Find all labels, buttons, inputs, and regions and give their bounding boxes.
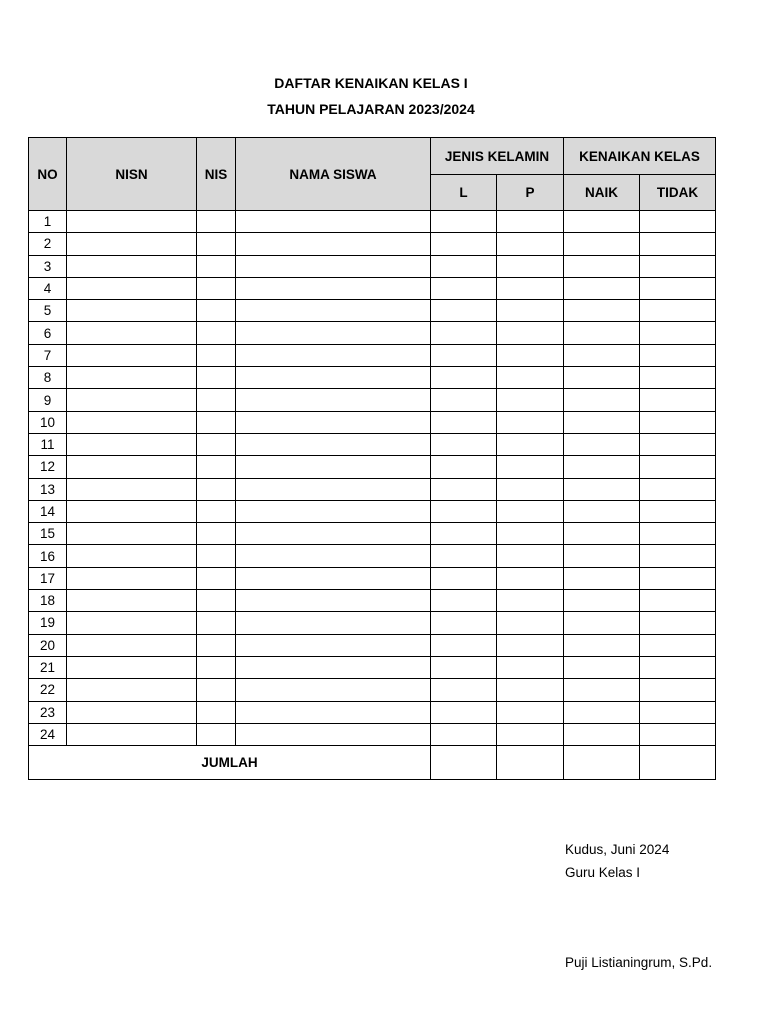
row-number: 1 [29,211,67,233]
p-cell[interactable] [497,411,564,433]
nis-cell[interactable] [197,723,236,745]
nisn-cell[interactable] [67,500,197,522]
table-row [29,656,716,678]
naik-cell[interactable] [564,723,640,745]
table-row [29,211,716,233]
row-number: 5 [29,300,67,322]
tidak-cell[interactable] [640,277,716,299]
p-cell[interactable] [497,211,564,233]
p-cell[interactable] [497,701,564,723]
total-naik-cell[interactable] [564,746,640,780]
p-cell[interactable] [497,367,564,389]
nama-siswa-cell[interactable] [236,612,431,634]
nisn-cell[interactable] [67,300,197,322]
table-row [29,701,716,723]
l-cell[interactable] [431,523,497,545]
p-cell[interactable] [497,233,564,255]
nama-siswa-cell[interactable] [236,389,431,411]
row-number: 2 [29,233,67,255]
p-cell[interactable] [497,433,564,455]
table-row [29,300,716,322]
naik-cell[interactable] [564,590,640,612]
l-cell[interactable] [431,211,497,233]
naik-cell[interactable] [564,545,640,567]
tidak-cell[interactable] [640,456,716,478]
nama-siswa-cell[interactable] [236,679,431,701]
total-label: JUMLAH [29,746,431,780]
row-number: 6 [29,322,67,344]
header-naik: NAIK [564,175,640,211]
nama-siswa-cell[interactable] [236,723,431,745]
nis-cell[interactable] [197,500,236,522]
l-cell[interactable] [431,500,497,522]
l-cell[interactable] [431,411,497,433]
total-tidak-cell[interactable] [640,746,716,780]
total-row [29,746,716,780]
naik-cell[interactable] [564,211,640,233]
tidak-cell[interactable] [640,233,716,255]
row-number: 22 [29,679,67,701]
row-number: 4 [29,277,67,299]
tidak-cell[interactable] [640,634,716,656]
row-number: 10 [29,411,67,433]
naik-cell[interactable] [564,701,640,723]
row-number: 8 [29,367,67,389]
table-row [29,411,716,433]
p-cell[interactable] [497,322,564,344]
naik-cell[interactable] [564,344,640,366]
nama-siswa-cell[interactable] [236,300,431,322]
l-cell[interactable] [431,567,497,589]
p-cell[interactable] [497,656,564,678]
naik-cell[interactable] [564,322,640,344]
row-number: 13 [29,478,67,500]
table-row [29,322,716,344]
naik-cell[interactable] [564,389,640,411]
total-l-cell[interactable] [431,746,497,780]
header-jenis-kelamin: JENIS KELAMIN [431,138,564,175]
tidak-cell[interactable] [640,679,716,701]
naik-cell[interactable] [564,679,640,701]
nisn-cell[interactable] [67,456,197,478]
naik-cell[interactable] [564,233,640,255]
nisn-cell[interactable] [67,634,197,656]
nama-siswa-cell[interactable] [236,523,431,545]
table-row [29,634,716,656]
nisn-cell[interactable] [67,545,197,567]
l-cell[interactable] [431,389,497,411]
table-row [29,478,716,500]
naik-cell[interactable] [564,567,640,589]
header-row-1 [29,138,716,175]
nisn-cell[interactable] [67,433,197,455]
nis-cell[interactable] [197,590,236,612]
nama-siswa-cell[interactable] [236,233,431,255]
p-cell[interactable] [497,344,564,366]
nama-siswa-cell[interactable] [236,701,431,723]
table-row [29,255,716,277]
nis-cell[interactable] [197,277,236,299]
p-cell[interactable] [497,567,564,589]
nis-cell[interactable] [197,701,236,723]
document-title [0,70,742,122]
nis-cell[interactable] [197,656,236,678]
naik-cell[interactable] [564,277,640,299]
naik-cell[interactable] [564,411,640,433]
l-cell[interactable] [431,367,497,389]
signature-name: Puji Listianingrum, S.Pd. [565,955,713,970]
p-cell[interactable] [497,723,564,745]
nis-cell[interactable] [197,344,236,366]
promotion-table [28,137,716,780]
row-number: 23 [29,701,67,723]
l-cell[interactable] [431,723,497,745]
tidak-cell[interactable] [640,656,716,678]
tidak-cell[interactable] [640,590,716,612]
nisn-cell[interactable] [67,233,197,255]
naik-cell[interactable] [564,367,640,389]
nama-siswa-cell[interactable] [236,411,431,433]
nama-siswa-cell[interactable] [236,500,431,522]
nis-cell[interactable] [197,255,236,277]
table-row [29,277,716,299]
nisn-cell[interactable] [67,389,197,411]
nisn-cell[interactable] [67,590,197,612]
p-cell[interactable] [497,590,564,612]
l-cell[interactable] [431,545,497,567]
l-cell[interactable] [431,255,497,277]
p-cell[interactable] [497,478,564,500]
header-kenaikan-kelas: KENAIKAN KELAS [564,138,716,175]
naik-cell[interactable] [564,656,640,678]
table-row [29,723,716,745]
tidak-cell[interactable] [640,701,716,723]
row-number: 18 [29,590,67,612]
tidak-cell[interactable] [640,545,716,567]
row-number: 14 [29,500,67,522]
p-cell[interactable] [497,456,564,478]
p-cell[interactable] [497,679,564,701]
naik-cell[interactable] [564,456,640,478]
nis-cell[interactable] [197,300,236,322]
header-no: NO [29,138,67,211]
nis-cell[interactable] [197,456,236,478]
nama-siswa-cell[interactable] [236,344,431,366]
table-row [29,389,716,411]
tidak-cell[interactable] [640,344,716,366]
p-cell[interactable] [497,612,564,634]
nis-cell[interactable] [197,411,236,433]
title-line-1: DAFTAR KENAIKAN KELAS I [274,75,468,91]
nisn-cell[interactable] [67,723,197,745]
header-tidak: TIDAK [640,175,716,211]
row-number: 9 [29,389,67,411]
nisn-cell[interactable] [67,344,197,366]
p-cell[interactable] [497,277,564,299]
p-cell[interactable] [497,634,564,656]
table-row [29,344,716,366]
tidak-cell[interactable] [640,433,716,455]
row-number: 12 [29,456,67,478]
p-cell[interactable] [497,300,564,322]
header-nisn: NISN [67,138,197,211]
nis-cell[interactable] [197,523,236,545]
l-cell[interactable] [431,612,497,634]
row-number: 7 [29,344,67,366]
naik-cell[interactable] [564,612,640,634]
tidak-cell[interactable] [640,322,716,344]
table-row [29,523,716,545]
tidak-cell[interactable] [640,500,716,522]
nama-siswa-cell[interactable] [236,255,431,277]
table-row [29,233,716,255]
table-row [29,590,716,612]
naik-cell[interactable] [564,523,640,545]
row-number: 15 [29,523,67,545]
nisn-cell[interactable] [67,367,197,389]
nama-siswa-cell[interactable] [236,545,431,567]
p-cell[interactable] [497,255,564,277]
p-cell[interactable] [497,523,564,545]
nama-siswa-cell[interactable] [236,634,431,656]
naik-cell[interactable] [564,634,640,656]
header-nama-siswa: NAMA SISWA [236,138,431,211]
nisn-cell[interactable] [67,255,197,277]
naik-cell[interactable] [564,255,640,277]
row-number: 19 [29,612,67,634]
naik-cell[interactable] [564,500,640,522]
header-nis: NIS [197,138,236,211]
row-number: 17 [29,567,67,589]
l-cell[interactable] [431,277,497,299]
nama-siswa-cell[interactable] [236,590,431,612]
nis-cell[interactable] [197,545,236,567]
nama-siswa-cell[interactable] [236,656,431,678]
row-number: 20 [29,634,67,656]
tidak-cell[interactable] [640,478,716,500]
nama-siswa-cell[interactable] [236,478,431,500]
nis-cell[interactable] [197,478,236,500]
nama-siswa-cell[interactable] [236,433,431,455]
tidak-cell[interactable] [640,612,716,634]
nama-siswa-cell[interactable] [236,322,431,344]
l-cell[interactable] [431,701,497,723]
tidak-cell[interactable] [640,523,716,545]
tidak-cell[interactable] [640,300,716,322]
nis-cell[interactable] [197,679,236,701]
nisn-cell[interactable] [67,322,197,344]
tidak-cell[interactable] [640,211,716,233]
table-row [29,679,716,701]
nisn-cell[interactable] [67,277,197,299]
header-p: P [497,175,564,211]
table-row [29,567,716,589]
tidak-cell[interactable] [640,411,716,433]
nis-cell[interactable] [197,612,236,634]
l-cell[interactable] [431,590,497,612]
naik-cell[interactable] [564,300,640,322]
nama-siswa-cell[interactable] [236,277,431,299]
nama-siswa-cell[interactable] [236,456,431,478]
nisn-cell[interactable] [67,679,197,701]
tidak-cell[interactable] [640,567,716,589]
l-cell[interactable] [431,322,497,344]
p-cell[interactable] [497,389,564,411]
nisn-cell[interactable] [67,612,197,634]
l-cell[interactable] [431,233,497,255]
nama-siswa-cell[interactable] [236,367,431,389]
table-row [29,612,716,634]
naik-cell[interactable] [564,433,640,455]
table-body [29,211,716,780]
nis-cell[interactable] [197,211,236,233]
nama-siswa-cell[interactable] [236,567,431,589]
table-row [29,433,716,455]
l-cell[interactable] [431,478,497,500]
l-cell[interactable] [431,679,497,701]
tidak-cell[interactable] [640,367,716,389]
l-cell[interactable] [431,634,497,656]
l-cell[interactable] [431,656,497,678]
header-l: L [431,175,497,211]
nisn-cell[interactable] [67,701,197,723]
nisn-cell[interactable] [67,211,197,233]
table-row [29,545,716,567]
nis-cell[interactable] [197,233,236,255]
signature-role: Guru Kelas I [565,865,641,880]
nisn-cell[interactable] [67,478,197,500]
table-row [29,367,716,389]
l-cell[interactable] [431,433,497,455]
title-line-2: TAHUN PELAJARAN 2023/2024 [267,101,475,117]
nama-siswa-cell[interactable] [236,211,431,233]
nis-cell[interactable] [197,322,236,344]
tidak-cell[interactable] [640,255,716,277]
p-cell[interactable] [497,545,564,567]
row-number: 24 [29,723,67,745]
nis-cell[interactable] [197,433,236,455]
nisn-cell[interactable] [67,656,197,678]
row-number: 21 [29,656,67,678]
nis-cell[interactable] [197,567,236,589]
total-p-cell[interactable] [497,746,564,780]
row-number: 3 [29,255,67,277]
p-cell[interactable] [497,500,564,522]
tidak-cell[interactable] [640,389,716,411]
table-row [29,456,716,478]
nisn-cell[interactable] [67,523,197,545]
nisn-cell[interactable] [67,411,197,433]
l-cell[interactable] [431,456,497,478]
nis-cell[interactable] [197,367,236,389]
l-cell[interactable] [431,344,497,366]
signature-place-date: Kudus, Juni 2024 [565,842,670,857]
row-number: 11 [29,433,67,455]
row-number: 16 [29,545,67,567]
nis-cell[interactable] [197,634,236,656]
nis-cell[interactable] [197,389,236,411]
naik-cell[interactable] [564,478,640,500]
table-row [29,500,716,522]
nisn-cell[interactable] [67,567,197,589]
tidak-cell[interactable] [640,723,716,745]
l-cell[interactable] [431,300,497,322]
